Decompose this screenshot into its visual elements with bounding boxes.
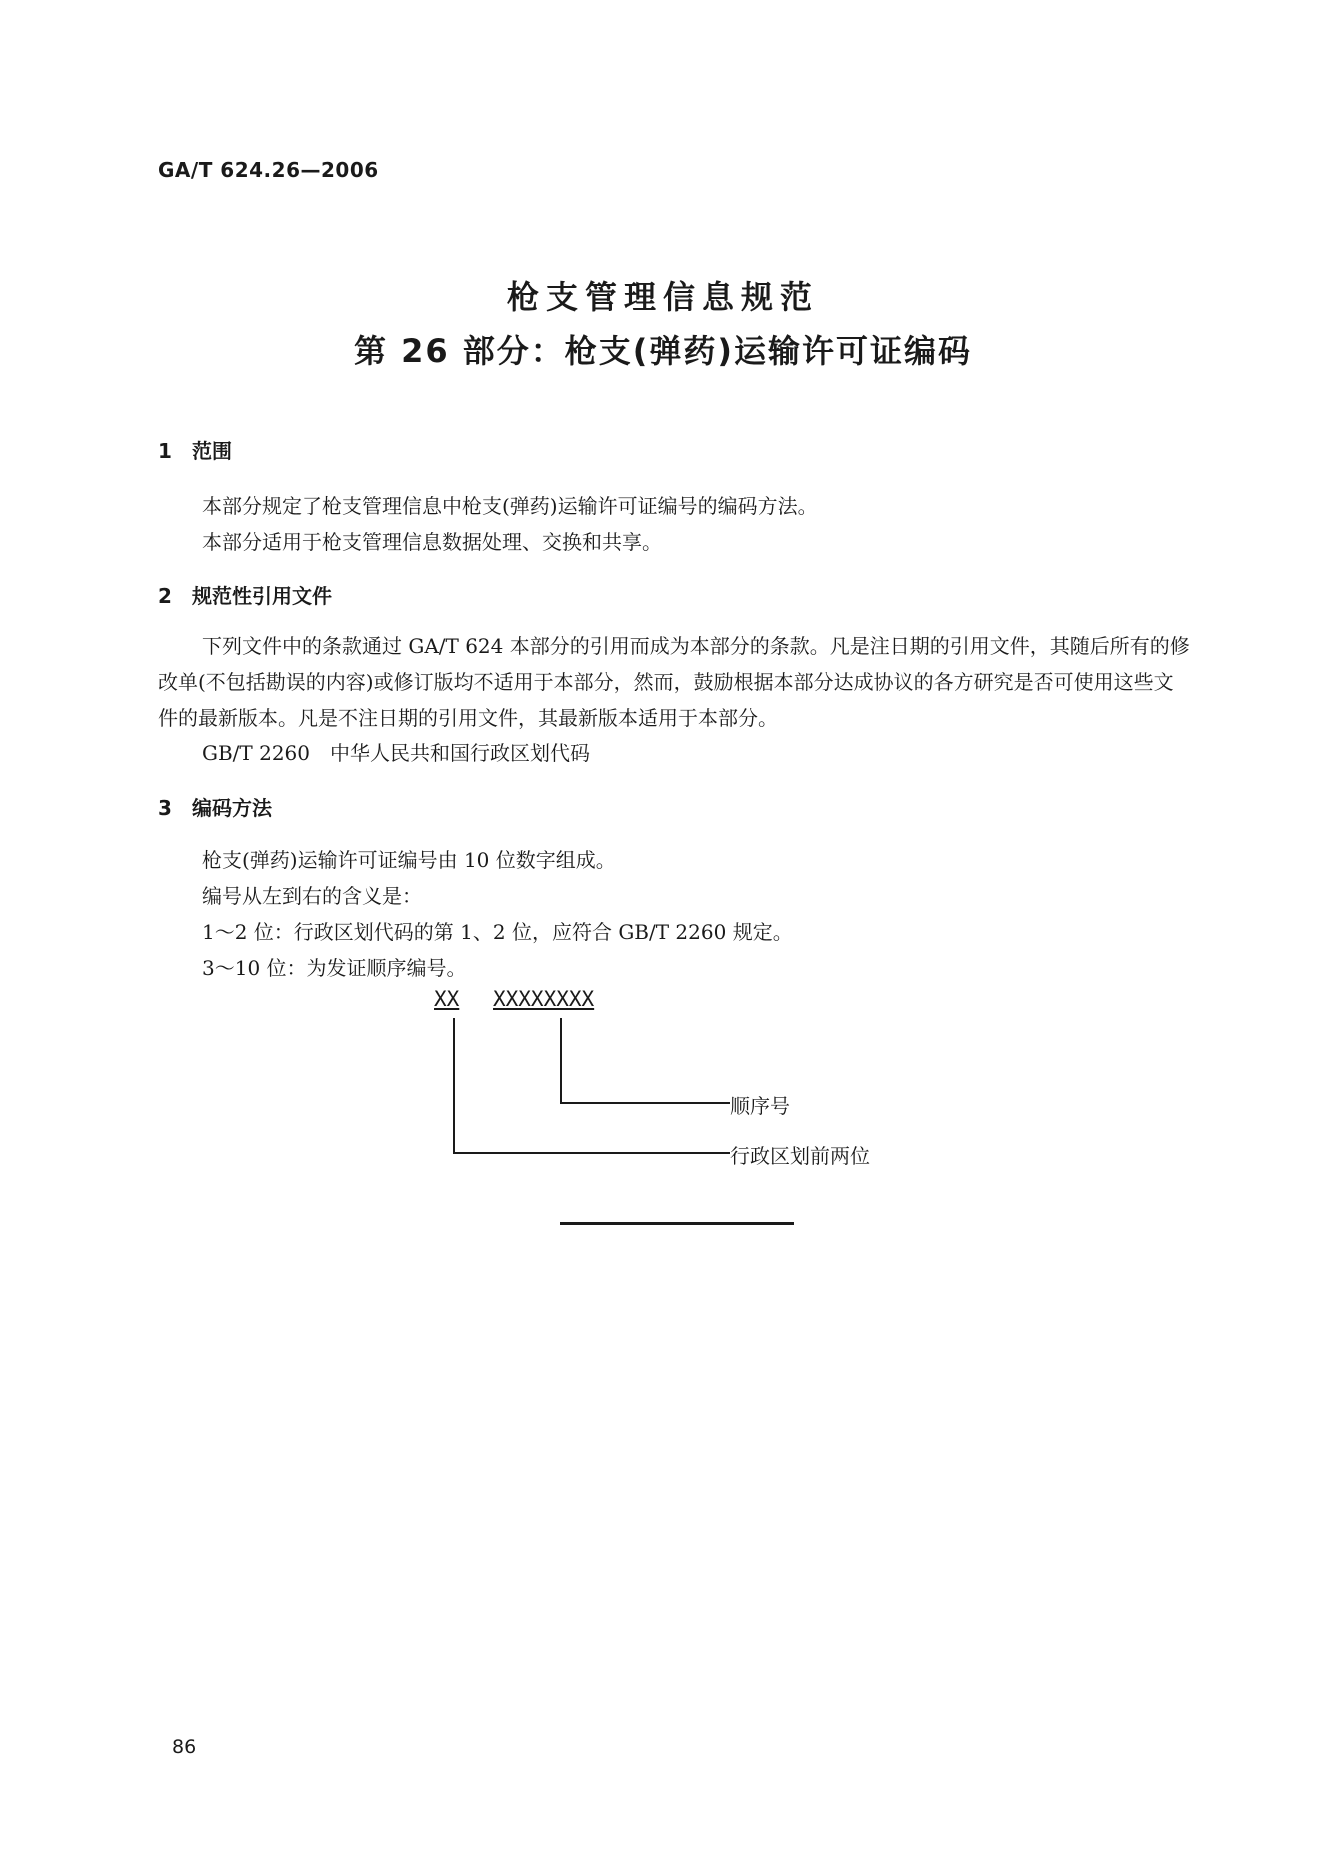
code-sequence-digits: XXXXXXXX [493, 987, 595, 1011]
leader-line-sequence-horizontal [560, 1102, 730, 1104]
section-title: 范围 [192, 439, 232, 463]
standard-number: GA/T 624.26—2006 [158, 158, 379, 182]
paragraph: 枪支(弹药)运输许可证编号由 10 位数字组成。 [202, 848, 616, 872]
document-title: 枪支管理信息规范 [506, 278, 819, 316]
code-region-digits: XX [434, 987, 460, 1011]
section-number: 1 [158, 439, 172, 463]
end-rule [560, 1222, 794, 1225]
paragraph: 1～2 位：行政区划代码的第 1、2 位，应符合 GB/T 2260 规定。 [202, 920, 793, 944]
section-title: 编码方法 [192, 796, 272, 820]
leader-line-sequence-vertical [560, 1018, 562, 1104]
paragraph: 3～10 位：为发证顺序编号。 [202, 956, 467, 980]
label-region: 行政区划前两位 [730, 1144, 870, 1168]
paragraph: 本部分规定了枪支管理信息中枪支(弹药)运输许可证编号的编码方法。 [202, 494, 818, 518]
page-number: 86 [172, 1736, 197, 1758]
section-heading [158, 792, 272, 821]
label-sequence: 顺序号 [730, 1094, 790, 1118]
paragraph: 下列文件中的条款通过 GA/T 624 本部分的引用而成为本部分的条款。凡是注日期的引用文件，其随后所有的修改单(不包括勘误的内容)或修订版均不适用于本部分，然而，鼓励根据本部分达成协议的各方研究是否可使用这些文件的最新版本。凡是不注日期的引用文件，其最新版本适用于本部分。 [158, 634, 1190, 730]
paragraph: 本部分适用于枪支管理信息数据处理、交换和共享。 [202, 530, 662, 554]
leader-line-region-horizontal [453, 1152, 730, 1154]
section-number: 3 [158, 796, 172, 820]
paragraph: 编号从左到右的含义是： [202, 884, 422, 908]
section-heading [158, 435, 232, 464]
normative-reference: GB/T 2260 中华人民共和国行政区划代码 [202, 741, 591, 765]
section-number: 2 [158, 584, 172, 608]
document-subtitle: 第 26 部分：枪支(弹药)运输许可证编码 [353, 332, 973, 370]
section-title: 规范性引用文件 [192, 584, 332, 608]
section-heading [158, 580, 332, 609]
leader-line-region-vertical [453, 1018, 455, 1154]
